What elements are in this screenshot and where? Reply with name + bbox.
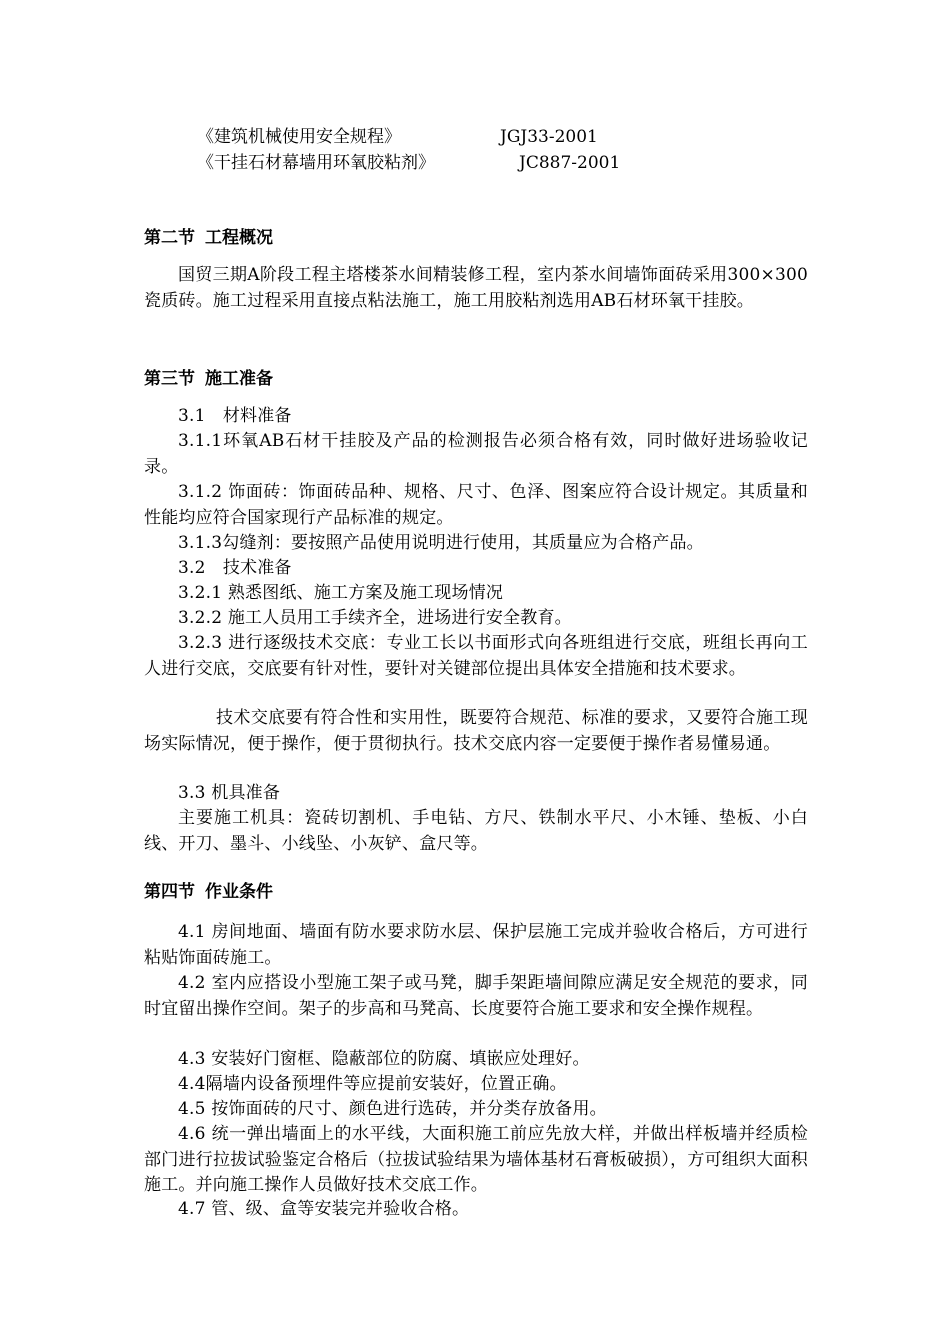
paragraph: 3.2.2 施工人员用工手续齐全，进场进行安全教育。 [178, 608, 572, 628]
section-heading [144, 223, 273, 248]
paragraph: 3.2 技术准备 [178, 558, 292, 578]
section-title: 作业条件 [205, 882, 273, 902]
reference-code: JGJ33-2001 [500, 127, 598, 147]
section-title: 工程概况 [205, 228, 273, 248]
paragraph: 4.5 按饰面砖的尺寸、颜色进行选砖，并分类存放备用。 [178, 1099, 607, 1119]
paragraph: 3.2.1 熟悉图纸、施工方案及施工现场情况 [178, 583, 504, 603]
paragraph: 3.1 材料准备 [178, 406, 292, 426]
section-heading [144, 364, 273, 389]
paragraph: 4.6 统一弹出墙面上的水平线，大面积施工前应先放大样，并做出样板墙并经质检部门进行拉拔试验鉴定合格后（拉拔试验结果为墙体基材石膏板破损），方可组织大面积施工。并向施工操作人员做好技术交底工作。 [144, 1124, 808, 1195]
reference-code: JC887-2001 [519, 153, 621, 173]
reference-title: 《干挂石材幕墙用环氧胶粘剂》 [197, 153, 435, 173]
paragraph: 国贸三期A阶段工程主塔楼茶水间精装修工程，室内茶水间墙饰面砖采用300×300瓷质砖。施工过程采用直接点粘法施工，施工用胶粘剂选用AB石材环氧干挂胶。 [144, 265, 808, 311]
reference-line [197, 124, 598, 150]
section-number: 第三节 [144, 369, 195, 389]
reference-title: 《建筑机械使用安全规程》 [197, 127, 401, 147]
paragraph: 3.2.3 进行逐级技术交底：专业工长以书面形式向各班组进行交底，班组长再向工人进行交底，交底要有针对性，要针对关键部位提出具体安全措施和技术要求。 [144, 633, 808, 679]
paragraph: 3.1.2 饰面砖：饰面砖品种、规格、尺寸、色泽、图案应符合设计规定。其质量和性能均应符合国家现行产品标准的规定。 [144, 482, 808, 528]
section-heading [144, 877, 273, 902]
section-number: 第四节 [144, 882, 195, 902]
paragraph: 4.1 房间地面、墙面有防水要求防水层、保护层施工完成并验收合格后，方可进行粘贴饰面砖施工。 [144, 922, 808, 968]
paragraph: 4.7 管、级、盒等安装完并验收合格。 [178, 1199, 470, 1219]
paragraph: 主要施工机具：瓷砖切割机、手电钻、方尺、铁制水平尺、小木锤、垫板、小白线、开刀、墨斗、小线坠、小灰铲、盒尺等。 [144, 808, 808, 854]
paragraph: 技术交底要有符合性和实用性，既要符合规范、标准的要求，又要符合施工现场实际情况，便于操作，便于贯彻执行。技术交底内容一定要便于操作者易懂易通。 [144, 708, 808, 754]
section-number: 第二节 [144, 228, 195, 248]
paragraph: 4.3 安装好门窗框、隐蔽部位的防腐、填嵌应处理好。 [178, 1049, 590, 1069]
paragraph: 3.1.3勾缝剂：要按照产品使用说明进行使用，其质量应为合格产品。 [178, 533, 704, 553]
paragraph: 3.3 机具准备 [178, 783, 281, 803]
paragraph: 4.4隔墙内设备预埋件等应提前安装好，位置正确。 [178, 1074, 567, 1094]
paragraph: 4.2 室内应搭设小型施工架子或马凳，脚手架距墙间隙应满足安全规范的要求，同时宜留出操作空间。架子的步高和马凳高、长度要符合施工要求和安全操作规程。 [144, 973, 808, 1019]
reference-line [197, 150, 621, 176]
section-title: 施工准备 [205, 369, 273, 389]
paragraph: 3.1.1环氧AB石材干挂胶及产品的检测报告必须合格有效，同时做好进场验收记录。 [144, 431, 808, 477]
